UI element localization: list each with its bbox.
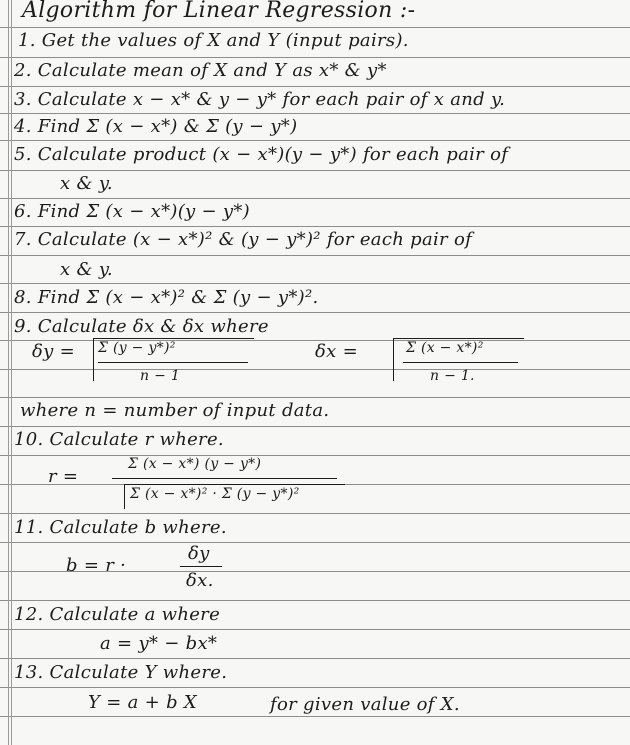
ruled-line — [0, 600, 630, 601]
ruled-line — [0, 687, 630, 688]
step-9-dy-den: n − 1 — [140, 368, 181, 384]
step-9-dy-num: Σ (y − y*)² — [98, 340, 176, 356]
margin-line — [11, 0, 12, 745]
step-9-dx-num: Σ (x − x*)² — [406, 340, 484, 356]
fraction-bar — [98, 362, 248, 363]
ruled-line — [0, 226, 630, 227]
ruled-line — [0, 716, 630, 717]
ruled-line — [0, 658, 630, 659]
fraction-bar — [112, 478, 337, 479]
ruled-line — [0, 629, 630, 630]
step-10-lhs: r = — [48, 466, 79, 487]
step-11-num: δy — [188, 543, 210, 564]
step-13-eq: Y = a + b X — [88, 692, 198, 713]
step-9-dy-lhs: δy = — [32, 341, 76, 362]
step-11: 11. Calculate b where. — [14, 517, 227, 538]
step-11-den: δx. — [186, 570, 214, 591]
ruled-line — [0, 27, 630, 28]
ruled-line — [0, 283, 630, 284]
step-5: 5. Calculate product (x − x*)(y − y*) for each pair of — [14, 144, 509, 165]
step-3: 3. Calculate x − x* & y − y* for each pair of x and y. — [14, 89, 506, 110]
ruled-line — [0, 140, 630, 141]
step-8: 8. Find Σ (x − x*)² & Σ (y − y*)². — [14, 287, 319, 308]
ruled-line — [0, 57, 630, 58]
step-7-cont: x & y. — [60, 259, 113, 280]
ruled-line — [0, 542, 630, 543]
ruled-line — [0, 426, 630, 427]
step-9-dx-den: n − 1. — [430, 368, 475, 384]
step-10: 10. Calculate r where. — [14, 429, 224, 450]
step-1: 1. Get the values of X and Y (input pairs). — [18, 30, 409, 51]
step-9-where: where n = number of input data. — [20, 400, 330, 421]
ruled-line — [0, 170, 630, 171]
step-9-dx-lhs: δx = — [315, 341, 358, 362]
ruled-line — [0, 513, 630, 514]
ruled-line — [0, 255, 630, 256]
ruled-line — [0, 113, 630, 114]
page-title: Algorithm for Linear Regression :- — [22, 0, 416, 23]
step-4: 4. Find Σ (x − x*) & Σ (y − y*) — [14, 116, 298, 137]
step-9: 9. Calculate δx & δx where — [14, 316, 269, 337]
step-6: 6. Find Σ (x − x*)(y − y*) — [14, 201, 251, 222]
step-13: 13. Calculate Y where. — [14, 662, 228, 683]
step-10-den: Σ (x − x*)² · Σ (y − y*)² — [130, 486, 300, 502]
step-13-note: for given value of X. — [270, 694, 460, 715]
ruled-line — [0, 198, 630, 199]
ruled-line — [0, 455, 630, 456]
margin-line — [8, 0, 9, 745]
ruled-line — [0, 86, 630, 87]
step-10-num: Σ (x − x*) (y − y*) — [128, 456, 262, 472]
ruled-line — [0, 312, 630, 313]
ruled-line — [0, 397, 630, 398]
step-2: 2. Calculate mean of X and Y as x* & y* — [14, 60, 387, 81]
fraction-bar — [403, 362, 518, 363]
step-12-eq: a = y* − bx* — [100, 633, 218, 654]
step-5-cont: x & y. — [60, 173, 113, 194]
fraction-bar — [180, 566, 222, 567]
step-11-lhs: b = r · — [66, 555, 127, 576]
step-7: 7. Calculate (x − x*)² & (y − y*)² for each pair of — [14, 229, 473, 250]
step-12: 12. Calculate a where — [14, 604, 221, 625]
